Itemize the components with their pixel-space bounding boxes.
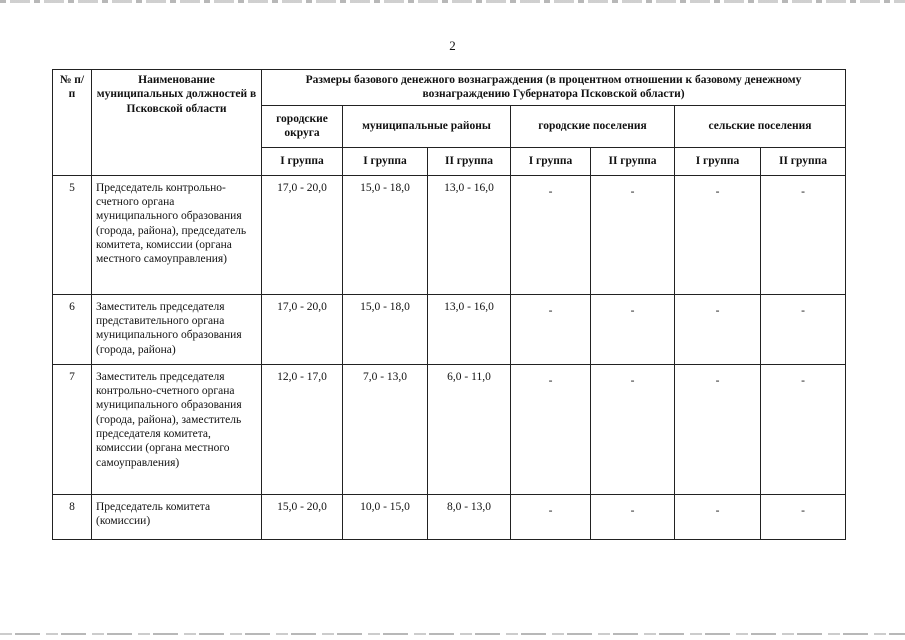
value-cell: 12,0 - 17,0 xyxy=(262,364,343,494)
value-cell: - xyxy=(591,175,675,294)
position-name: Председатель комитета (комиссии) xyxy=(92,494,262,539)
header-urban-settlements: городские поселения xyxy=(511,105,675,147)
header-remuneration-sizes: Размеры базового денежного вознаграждения (в процентном отношении к базовому денежному вознаграждению Губернатора Псковской области) xyxy=(262,70,846,106)
scan-edge-bottom xyxy=(0,633,905,635)
table-row xyxy=(53,294,846,364)
value-cell: 13,0 - 16,0 xyxy=(428,175,511,294)
value-cell: 15,0 - 18,0 xyxy=(343,175,428,294)
row-number: 6 xyxy=(53,294,92,364)
row-number: 5 xyxy=(53,175,92,294)
value-cell: 10,0 - 15,0 xyxy=(343,494,428,539)
value-cell: - xyxy=(591,364,675,494)
row-number: 7 xyxy=(53,364,92,494)
value-cell: - xyxy=(675,175,761,294)
position-name: Председатель контрольно-счетного органа муниципального образования (города, района), председатель комитета, комиссии (органа местного самоуправления) xyxy=(92,175,262,294)
header-rural-settlements: сельские поселения xyxy=(675,105,846,147)
table-row xyxy=(53,364,846,494)
row-number: 8 xyxy=(53,494,92,539)
value-cell: 6,0 - 11,0 xyxy=(428,364,511,494)
value-cell: - xyxy=(761,294,846,364)
value-cell: - xyxy=(511,364,591,494)
value-cell: 15,0 - 20,0 xyxy=(262,494,343,539)
value-cell: - xyxy=(511,294,591,364)
header-group: I группа xyxy=(675,147,761,175)
value-cell: - xyxy=(761,364,846,494)
value-cell: - xyxy=(675,294,761,364)
value-cell: 15,0 - 18,0 xyxy=(343,294,428,364)
header-position-name: Наименование муниципальных должностей в Псковской области xyxy=(92,70,262,176)
value-cell: - xyxy=(591,494,675,539)
header-group: I группа xyxy=(262,147,343,175)
header-group: II группа xyxy=(761,147,846,175)
value-cell: - xyxy=(675,494,761,539)
table-row xyxy=(53,175,846,294)
value-cell: - xyxy=(591,294,675,364)
value-cell: - xyxy=(511,175,591,294)
header-num: № п/п xyxy=(53,70,92,176)
value-cell: 7,0 - 13,0 xyxy=(343,364,428,494)
header-city-districts: городские округа xyxy=(262,105,343,147)
value-cell: - xyxy=(761,494,846,539)
value-cell: - xyxy=(675,364,761,494)
value-cell: - xyxy=(761,175,846,294)
table-row xyxy=(53,494,846,539)
header-group: II группа xyxy=(591,147,675,175)
position-name: Заместитель председателя контрольно-счетного органа муниципального образования (города, района), заместитель председателя комитета, комиссии (органа местного самоуправления) xyxy=(92,364,262,494)
scan-edge-top xyxy=(0,0,905,3)
value-cell: 17,0 - 20,0 xyxy=(262,175,343,294)
header-group: II группа xyxy=(428,147,511,175)
position-name: Заместитель председателя представительного органа муниципального образования (города, района) xyxy=(92,294,262,364)
value-cell: 17,0 - 20,0 xyxy=(262,294,343,364)
header-group: I группа xyxy=(511,147,591,175)
page-number: 2 xyxy=(449,38,456,53)
header-group: I группа xyxy=(343,147,428,175)
header-municipal-districts: муниципальные районы xyxy=(343,105,511,147)
value-cell: - xyxy=(511,494,591,539)
value-cell: 8,0 - 13,0 xyxy=(428,494,511,539)
remuneration-table xyxy=(52,69,846,540)
value-cell: 13,0 - 16,0 xyxy=(428,294,511,364)
